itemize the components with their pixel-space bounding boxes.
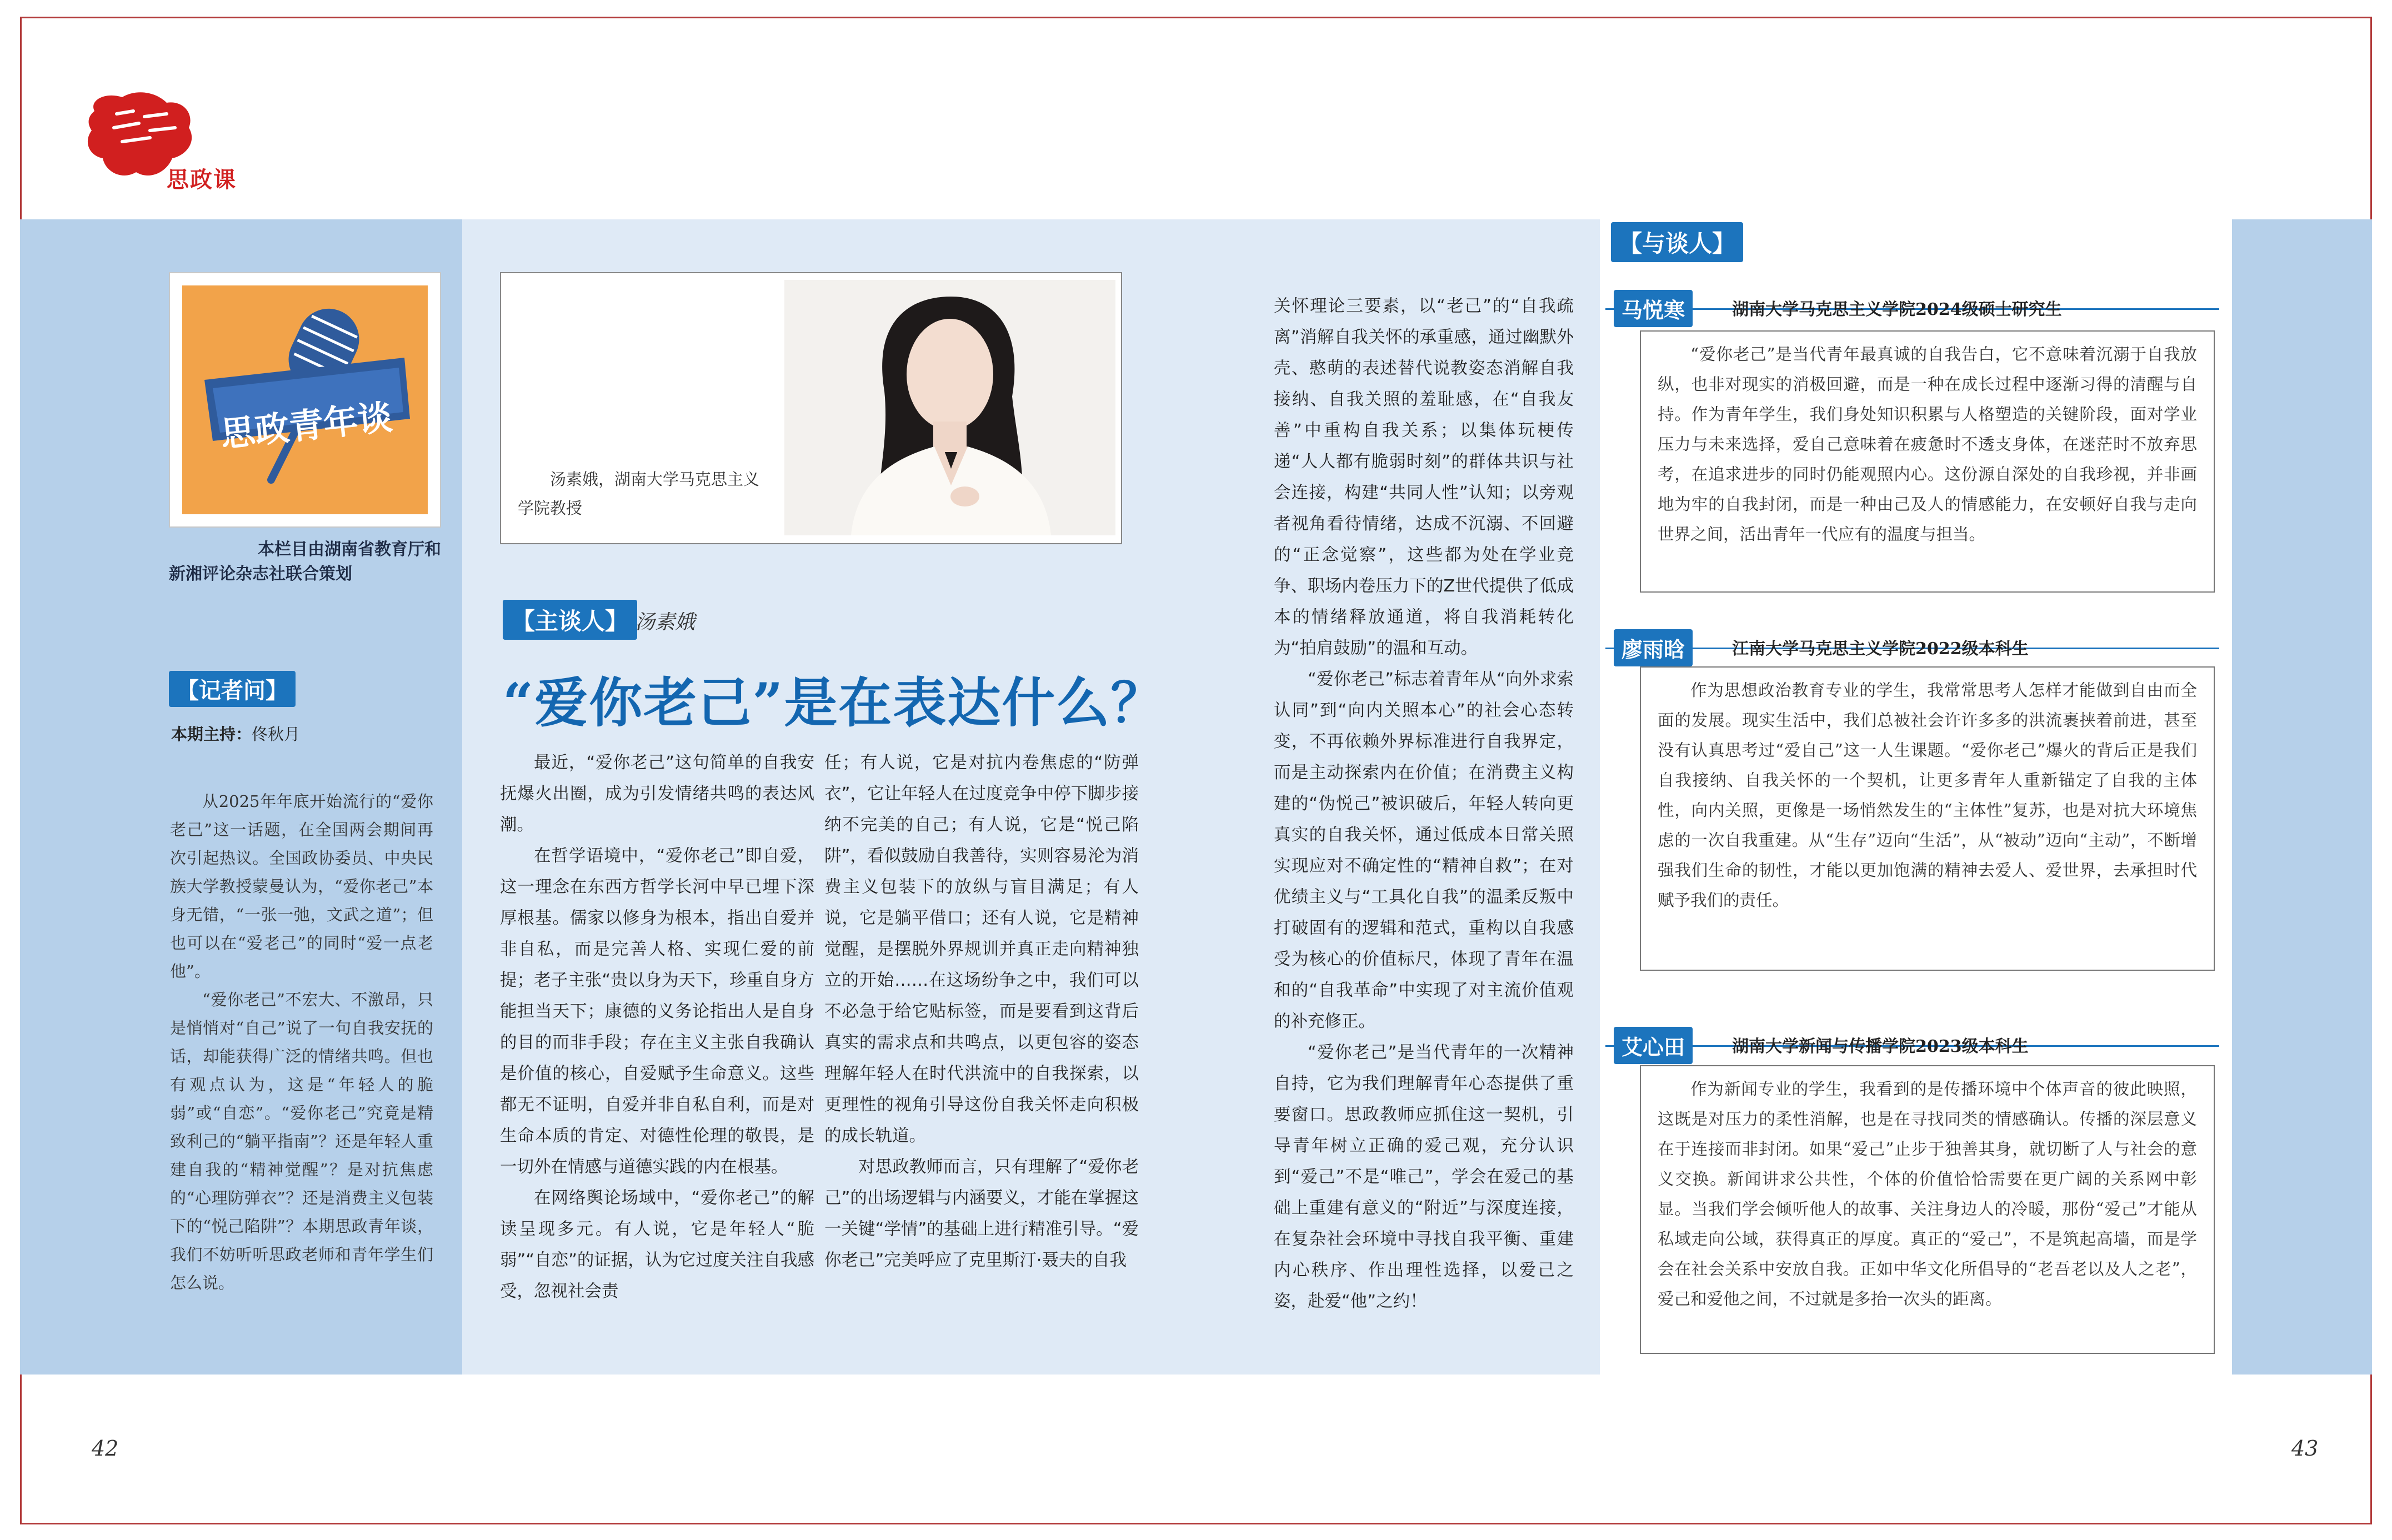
discussant-affiliation: 湖南大学马克思主义学院2024级硕士研究生	[1732, 300, 2062, 319]
discussant-quote: “爱你老己”是当代青年最真诚的自我告白，它不意味着沉溺于自我放纵，也非对现实的消极回避，而是一种在成长过程中逐渐习得的清醒与自持。作为青年学生，我们身处知识积累与人格塑造的关键阶段，面对学业压力与未来选择，爱自己意味着在疲惫时不透支身体，在迷茫时不放弃思考，在追求进步的同时仍能观照内心。这份源自深处的自我珍视，并非画地为牢的自我封闭，而是一种由己及人的情感能力，在安顿好自我与走向世界之间，活出青年一代应有的温度与担当。	[1640, 330, 2215, 593]
discussant-quote: 作为思想政治教育专业的学生，我常常思考人怎样才能做到自由而全面的发展。现实生活中，我们总被社会许许多多的洪流裹挟着前进，甚至没有认真思考过“爱自己”这一人生课题。“爱你老己”爆火的背后正是我们自我接纳、自我关怀的一个契机，让更多青年人重新锚定了自我的主体性，向内关照，更像是一场悄然发生的“主体性”复苏，也是对抗大环境焦虑的一次自我重建。从“生存”迈向“生活”，从“被动”迈向“主动”，不断增强我们生命的韧性，才能以更加饱满的精神去爱人、爱世界，去承担时代赋予我们的责任。	[1640, 666, 2215, 971]
article-column-2: 任；有人说，它是对抗内卷焦虑的“防弹衣”，它让年轻人在过度竞争中停下脚步接纳不完美的自己；有人说，它是“悦己陷阱”，看似鼓励自我善待，实则容易沦为消费主义包装下的放纵与盲目满足；有人说，它是躺平借口；还有人说，它是精神觉醒，是摆脱外界规训并真正走向精神独立的开始……在这场纷争之中，我们可以不必急于给它贴标签，而是要看到这背后真实的需求点和共鸣点，以更包容的姿态理解年轻人在时代洪流中的自我探索，以更理性的视角引导这份自我关怀走向积极的成长轨道。 对思政教师而言，只有理解了“爱你老己”的出场逻辑与内涵要义，才能在掌握这一关键“学情”的基础上进行精准引导。“爱你老己”完美呼应了克里斯汀·聂夫的自我	[824, 753, 1139, 1270]
discussants-tag: 【与谈人】	[1611, 222, 1743, 262]
portrait-box	[500, 272, 1122, 544]
column-note: 本栏目由湖南省教育厅和 新湘评论杂志社联合策划	[169, 540, 441, 584]
reporter-paragraph: “爱你老己”不宏大、不激昂，只是悄悄对“自己”说了一句自我安抚的话，却能获得广泛的情绪共鸣。但也有观点认为，这是“年轻人的脆弱”或“自恋”。“爱你老己”究竟是精致利己的“躺平指南”？还是年轻人重建自我的“精神觉醒”？是对抗焦虑的“心理防弹衣”？还是消费主义包装下的“悦己陷阱”？本期思政青年谈，我们不妨听听思政老师和青年学生们怎么说。	[170, 990, 433, 1292]
reporter-paragraph: 从2025年年底开始流行的“爱你老己”这一话题，在全国两会期间再次引起热议。全国政协委员、中央民族大学教授蒙曼认为，“爱你老己”本身无错，“一张一弛，文武之道”；但也可以在“爱老己”的同时“爱一点老他”。	[170, 792, 433, 981]
main-speaker-name: 汤素娥	[635, 611, 695, 634]
right-edge-band	[2232, 219, 2372, 1375]
page-number-right: 43	[2291, 1436, 2319, 1461]
discussant-affiliation: 江南大学马克思主义学院2022级本科生	[1732, 639, 2029, 659]
reporter-question	[170, 787, 433, 1297]
portrait-photo	[784, 280, 1115, 535]
portrait-caption: 汤素娥，湖南大学马克思主义学院教授	[518, 470, 760, 518]
column-logo	[169, 272, 441, 528]
main-speaker-tag: 【主谈人】	[503, 600, 637, 640]
article-column-1: 最近，“爱你老己”这句简单的自我安抚爆火出圈，成为引发情绪共鸣的表达风潮。 在哲学语境中，“爱你老己”即自爱，这一理念在东西方哲学长河中早已埋下深厚根基。儒家以修身为根本，指出自爱并非自私，而是完善人格、实现仁爱的前提；老子主张“贵以身为天下，珍重自身方能担当天下；康德的义务论指出人是自身的目的而非手段；存在主义主张自我确认是价值的核心，自爱赋予生命意义。这些都无不证明，自爱并非自私自利，而是对生命本质的肯定、对德性伦理的敬畏，是一切外在情感与道德实践的内在根基。 在网络舆论场域中，“爱你老己”的解读呈现多元。有人说，它是年轻人“脆弱”“自恋”的证据，认为它过度关注自我感受，忽视社会责	[500, 753, 814, 1301]
reporter-tag: 【记者问】	[169, 671, 296, 707]
discussant-affiliation: 湖南大学新闻与传播学院2023级本科生	[1732, 1037, 2029, 1056]
article-column-3: 关怀理论三要素，以“老己”的“自我疏离”消解自我关怀的承重感，通过幽默外壳、憨萌的表述替代说教姿态消解自我接纳、自我关照的羞耻感，在“自我友善”中重构自我关系；以集体玩梗传递“人人都有脆弱时刻”的群体共识与社会连接，构建“共同人性”认知；以旁观者视角看待情绪，达成不沉溺、不回避的“正念觉察”，这些都为处在学业竞争、职场内卷压力下的Z世代提供了低成本的情绪释放通道，将自我消耗转化为“拍肩鼓励”的温和互动。 “爱你老己”标志着青年从“向外求索认同”到“向内关照本心”的社会心态转变，不再依赖外界标准进行自我界定，而是主动探索内在价值；在消费主义构建的“伪悦己”被识破后，年轻人转向更真实的自我关怀，通过低成本日常关照实现应对不确定性的“精神自救”；在对优绩主义与“工具化自我”的温柔反叛中打破固有的逻辑和范式，重构以自我感受为核心的价值标尺，体现了青年在温和的“自我革命”中实现了对主流价值观的补充修正。 “爱你老己”是当代青年的一次精神自持，它为我们理解青年心态提供了重要窗口。思政教师应抓住这一契机，引导青年树立正确的爱己观，充分认识到“爱己”不是“唯己”，学会在爱己的基础上重建有意义的“附近”与深度连接，在复杂社会环境中寻找自我平衡、重建内心秩序、作出理性选择，以爱己之姿，赴爱“他”之约！	[1274, 297, 1574, 1311]
page-number-left: 42	[92, 1436, 119, 1461]
column-logo-text: 思政青年谈	[218, 396, 394, 455]
discussant-name: 马悦寒	[1614, 290, 1693, 327]
discussant-name: 艾心田	[1614, 1027, 1693, 1064]
section-label: 思政课	[167, 167, 237, 193]
host-line: 本期主持：佟秋月	[171, 725, 301, 744]
article-title: “爱你老己”是在表达什么？	[503, 671, 1165, 734]
discussant-name: 廖雨晗	[1614, 629, 1693, 666]
discussant-quote: 作为新闻专业的学生，我看到的是传播环境中个体声音的彼此映照，这既是对压力的柔性消解，也是在寻找同类的情感确认。传播的深层意义在于连接而非封闭。如果“爱己”止步于独善其身，就切断了人与社会的意义交换。新闻讲求公共性，个体的价值恰恰需要在更广阔的关系网中彰显。当我们学会倾听他人的故事、关注身边人的冷暖，那份“爱己”才能从私域走向公域，获得真正的厚度。真正的“爱己”，不是筑起高墙，而是学会在社会关系中安放自我。正如中华文化所倡导的“老吾老以及人之老”，爱己和爱他之间，不过就是多抬一次头的距离。	[1640, 1065, 2215, 1354]
